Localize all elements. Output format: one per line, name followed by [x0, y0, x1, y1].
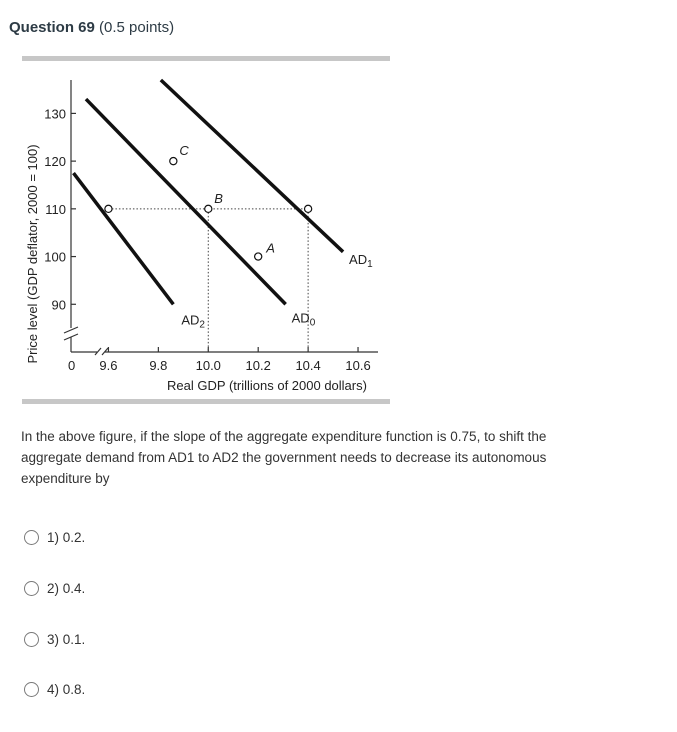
- curve-label-ad0: $AD_0$: [291, 310, 316, 329]
- x-tick-label: 9.6: [99, 358, 118, 373]
- answer-option-2[interactable]: [24, 581, 85, 596]
- point-label-a: A: [266, 240, 275, 256]
- point-ad1-at-110: [305, 205, 312, 212]
- question-title: Question 69: [9, 19, 95, 36]
- y-tick-label: 120: [44, 154, 66, 170]
- x-tick-label: 10.0: [195, 358, 221, 373]
- radio-button-icon[interactable]: [24, 682, 39, 697]
- radio-button-icon[interactable]: [24, 581, 39, 596]
- y-tick-label: 100: [44, 249, 66, 265]
- point-b: [205, 205, 212, 212]
- curve-label-ad1: $AD_1$: [349, 251, 373, 270]
- question-header: [9, 18, 174, 38]
- question-text: In the above figure, if the slope of the aggregate expenditure function is 0.75, to shift the aggregate demand from AD1 to AD2 the government needs to decrease its autonomous expenditure by: [21, 429, 547, 486]
- point-a: [255, 253, 262, 260]
- reference-lines: [108, 209, 308, 352]
- ad-curve-labels: [181, 252, 373, 330]
- answer-option-4[interactable]: [24, 682, 85, 697]
- x-axis-label: Real GDP (trillions of 2000 dollars): [167, 378, 367, 393]
- curve-label-ad2: $AD_2$: [181, 312, 205, 331]
- answer-option-label: 3) 0.1.: [47, 632, 86, 647]
- aggregate-demand-chart: [0, 62, 400, 398]
- x-ticks: [99, 347, 370, 373]
- answer-option-label: 1) 0.2.: [47, 530, 86, 545]
- figure-top-border: [22, 56, 390, 61]
- answer-option-1[interactable]: [24, 530, 85, 545]
- y-tick-label: 90: [51, 297, 66, 313]
- point-ad2-at-110: [105, 205, 112, 212]
- point-c: [170, 158, 177, 165]
- question-points: (0.5 points): [99, 19, 175, 36]
- x-tick-label: 9.8: [149, 358, 168, 373]
- y-tick-label: 130: [44, 106, 66, 122]
- x-tick-label: 10.6: [345, 358, 371, 373]
- curve-ad0: [86, 99, 286, 304]
- x-tick-label: 10.2: [245, 358, 271, 373]
- origin-label: 0: [68, 358, 76, 373]
- ad-curves: [73, 80, 343, 304]
- curve-ad2: [73, 173, 173, 304]
- point-label-c: C: [179, 143, 189, 159]
- answer-option-label: 2) 0.4.: [47, 581, 86, 596]
- radio-button-icon[interactable]: [24, 632, 39, 647]
- curve-ad1: [161, 80, 343, 252]
- radio-button-icon[interactable]: [24, 530, 39, 545]
- point-label-b: B: [214, 190, 223, 206]
- y-axis-label: Price level (GDP deflator, 2000 = 100): [25, 144, 40, 364]
- figure-bottom-border: [22, 399, 390, 404]
- answer-option-3[interactable]: [24, 632, 85, 647]
- chart-points: [105, 143, 312, 260]
- answer-option-label: 4) 0.8.: [47, 682, 86, 697]
- y-tick-label: 110: [45, 201, 66, 217]
- x-tick-label: 10.4: [295, 358, 321, 373]
